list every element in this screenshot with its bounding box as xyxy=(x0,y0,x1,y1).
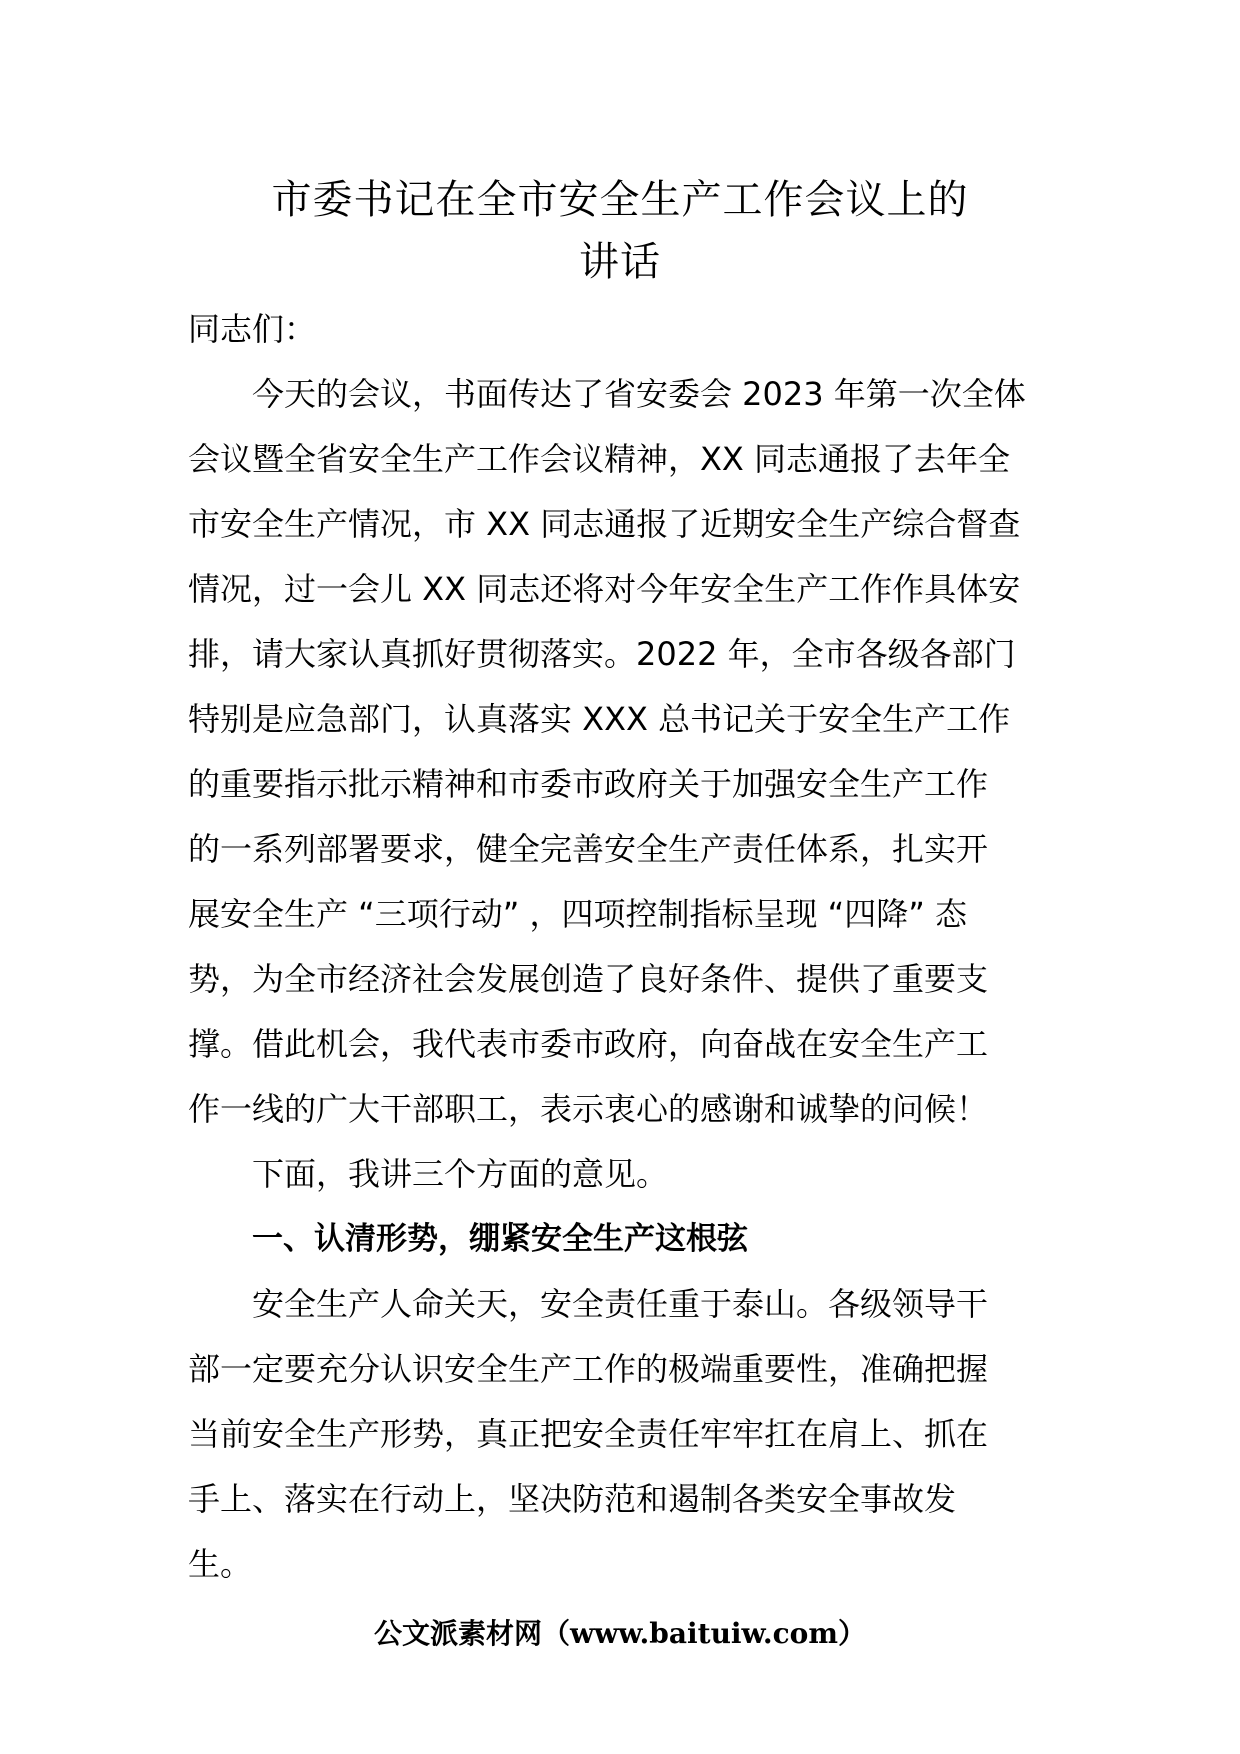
paragraph-line: 部一定要充分认识安全生产工作的极端重要性，准确把握 xyxy=(188,1350,989,1388)
paragraph-line: 作一线的广大干部职工，表示衷心的感谢和诚挚的问候！ xyxy=(188,1090,989,1128)
paragraph-line: 手上、落实在行动上，坚决防范和遏制各类安全事故发 xyxy=(188,1480,957,1518)
document-title-line-1: 市委书记在全市安全生产工作会议上的 xyxy=(271,177,969,223)
paragraph-line: 的重要指示批示精神和市委市政府关于加强安全生产工作 xyxy=(188,765,989,803)
greeting: 同志们： xyxy=(188,310,317,348)
paragraph-line: 排，请大家认真抓好贯彻落实。2022 年，全市各级各部门 xyxy=(188,635,1016,673)
paragraph-line: 会议暨全省安全生产工作会议精神，XX 同志通报了去年全 xyxy=(188,440,1011,478)
paragraph-line: 当前安全生产形势，真正把安全责任牢牢扛在肩上、抓在 xyxy=(188,1415,989,1453)
paragraph-line: 市安全生产情况，市 XX 同志通报了近期安全生产综合督查 xyxy=(188,505,1021,543)
paragraph-3 xyxy=(188,1272,1052,1597)
paragraph-line: 势，为全市经济社会发展创造了良好条件、提供了重要支 xyxy=(188,960,989,998)
footer-watermark: 公文派素材网（www.baituiw.com） xyxy=(374,1617,866,1650)
paragraph-line: 撑。借此机会，我代表市委市政府，向奋战在安全生产工 xyxy=(188,1025,989,1063)
paragraph-line: 情况，过一会儿 XX 同志还将对今年安全生产工作作具体安 xyxy=(188,570,1021,608)
paragraph-2: 下面，我讲三个方面的意见。 xyxy=(252,1155,669,1193)
paragraph-line: 今天的会议，书面传达了省安委会 2023 年第一次全体 xyxy=(252,375,1026,413)
paragraph-line: 展安全生产 “三项行动” ，四项控制指标呈现 “四降” 态 xyxy=(188,895,968,933)
paragraph-line: 生。 xyxy=(188,1545,253,1583)
paragraph-1 xyxy=(188,362,1052,1142)
document-body xyxy=(188,297,1052,1597)
paragraph-line: 的一系列部署要求，健全完善安全生产责任体系，扎实开 xyxy=(188,830,989,868)
section-heading: 一、认清形势，绷紧安全生产这根弦 xyxy=(252,1221,748,1257)
paragraph-line: 特别是应急部门，认真落实 XXX 总书记关于安全生产工作 xyxy=(188,700,1011,738)
document-title-line-2: 讲话 xyxy=(579,239,661,285)
paragraph-line: 安全生产人命关天，安全责任重于泰山。各级领导干 xyxy=(252,1285,989,1323)
